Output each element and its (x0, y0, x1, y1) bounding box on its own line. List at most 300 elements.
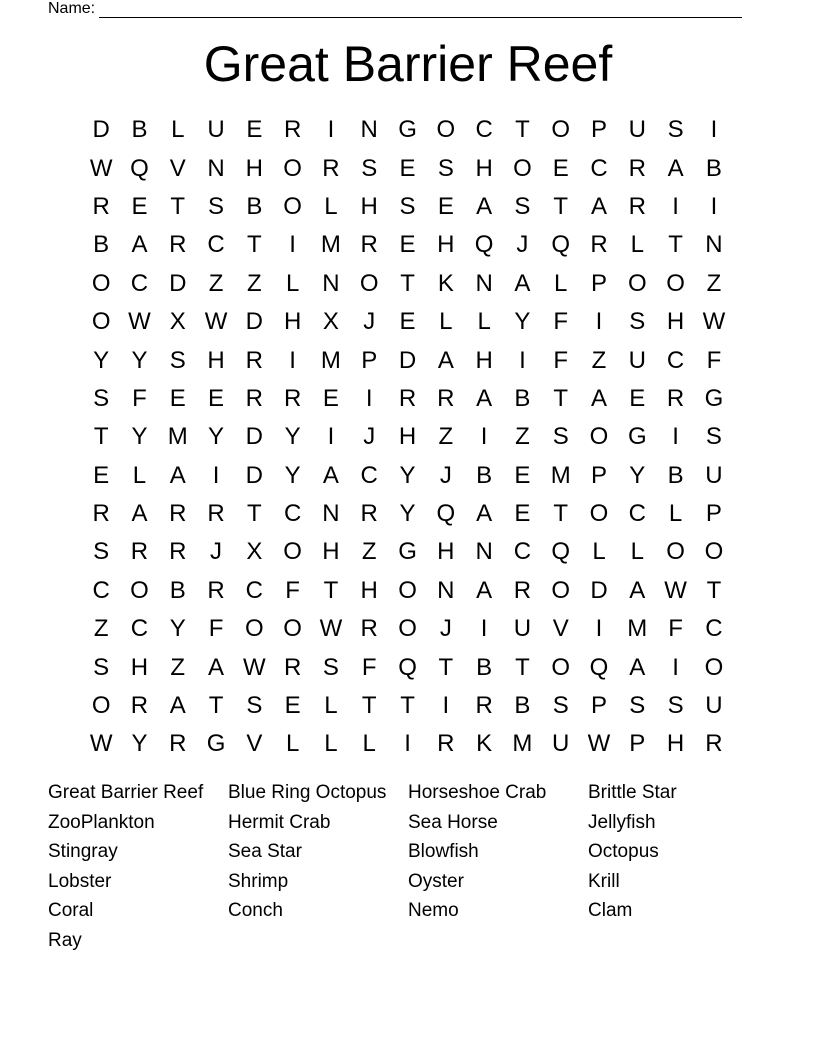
grid-letter: C (130, 269, 149, 297)
grid-letter: B (476, 461, 493, 489)
grid-letter: F (706, 346, 722, 374)
grid-letter: I (595, 615, 603, 643)
grid-letter: H (322, 538, 340, 566)
grid-letter: I (404, 730, 411, 758)
grid-letter: H (475, 154, 493, 182)
word-list-item: Sea Horse (408, 811, 498, 833)
grid-row (82, 648, 733, 686)
grid-letter: T (515, 653, 530, 681)
grid-row (82, 265, 733, 303)
grid-letter: X (246, 538, 263, 566)
grid-letter: O (91, 308, 111, 336)
grid-letter: Z (515, 423, 530, 451)
grid-letter: P (705, 500, 722, 528)
grid-letter: Y (208, 423, 225, 451)
grid-letter: R (169, 730, 187, 758)
grid-letter: G (206, 730, 226, 758)
name-underline (99, 3, 742, 18)
grid-letter: I (212, 461, 220, 489)
grid-letter: H (360, 192, 378, 220)
word-list-item: ZooPlankton (48, 811, 155, 833)
word-list-item: Hermit Crab (228, 811, 331, 833)
grid-letter: I (442, 692, 450, 720)
grid-row (82, 341, 733, 379)
grid-letter: U (628, 346, 646, 374)
grid-letter: T (438, 653, 454, 681)
grid-row (82, 303, 733, 341)
grid-letter: O (589, 423, 609, 451)
grid-row (82, 687, 733, 725)
grid-letter: T (668, 231, 683, 259)
grid-letter: B (667, 461, 684, 489)
grid-letter: W (89, 154, 113, 182)
grid-letter: R (130, 692, 149, 720)
word-list-item: Horseshoe Crab (408, 782, 547, 803)
grid-letter: H (666, 730, 685, 758)
grid-letter: Q (474, 231, 494, 259)
grid-row (82, 149, 733, 187)
grid-letter: E (131, 192, 148, 220)
grid-letter: E (437, 192, 454, 220)
grid-letter: R (437, 384, 455, 412)
grid-letter: C (628, 500, 646, 528)
grid-letter: P (591, 269, 608, 297)
grid-letter: J (363, 423, 376, 451)
grid-letter: E (246, 116, 263, 144)
grid-letter: E (514, 500, 531, 528)
grid-letter: R (322, 154, 340, 182)
grid-letter: L (554, 269, 568, 297)
grid-letter: R (628, 154, 646, 182)
grid-letter: S (322, 653, 339, 681)
grid-letter: S (552, 423, 569, 451)
grid-letter: L (324, 192, 338, 220)
grid-letter: K (476, 730, 493, 758)
letter-grid (82, 111, 733, 764)
grid-letter: S (93, 538, 110, 566)
grid-letter: Q (551, 538, 571, 566)
grid-letter: C (705, 615, 723, 643)
grid-letter: L (324, 730, 338, 758)
grid-letter: C (130, 615, 149, 643)
grid-letter: O (627, 269, 647, 297)
word-list-item: Clam (588, 900, 633, 922)
grid-letter: Y (284, 461, 301, 489)
grid-letter: P (591, 692, 608, 720)
grid-letter: A (208, 653, 225, 681)
grid-letter: E (169, 384, 186, 412)
grid-letter: H (475, 346, 493, 374)
grid-letter: H (283, 308, 302, 336)
grid-letter: O (589, 500, 609, 528)
grid-letter: U (207, 116, 225, 144)
grid-letter: O (666, 269, 685, 297)
grid-letter: E (514, 461, 531, 489)
grid-letter: G (627, 423, 647, 451)
grid-letter: J (210, 538, 223, 566)
grid-letter: O (283, 192, 302, 220)
grid-letter: G (398, 538, 417, 566)
grid-letter: T (247, 500, 262, 528)
grid-row (82, 226, 733, 264)
grid-letter: H (245, 154, 263, 182)
grid-letter: B (476, 653, 493, 681)
grid-letter: N (322, 269, 340, 297)
grid-letter: E (93, 461, 110, 489)
grid-letter: Z (438, 423, 454, 451)
grid-letter: Q (130, 154, 149, 182)
grid-letter: R (169, 231, 187, 259)
grid-letter: S (93, 653, 110, 681)
grid-letter: W (319, 615, 343, 643)
grid-letter: R (92, 192, 110, 220)
grid-letter: H (437, 231, 455, 259)
page-title: Great Barrier Reef (203, 36, 613, 92)
grid-letter: M (320, 346, 341, 374)
grid-letter: O (551, 576, 571, 604)
grid-letter: L (477, 308, 491, 336)
grid-letter: N (207, 154, 225, 182)
word-list-item: Oyster (408, 870, 464, 892)
grid-letter: X (322, 308, 339, 336)
grid-letter: F (208, 615, 224, 643)
grid-letter: N (705, 231, 723, 259)
grid-letter: R (245, 384, 263, 412)
grid-letter: E (322, 384, 339, 412)
grid-letter: E (399, 231, 416, 259)
word-list-item: Conch (228, 900, 283, 922)
grid-letter: F (553, 346, 569, 374)
grid-letter: I (672, 192, 679, 220)
grid-letter: S (208, 192, 225, 220)
grid-letter: Y (399, 500, 416, 528)
grid-letter: A (169, 461, 186, 489)
grid-letter: L (439, 308, 453, 336)
grid-letter: J (363, 308, 376, 336)
grid-letter: S (552, 692, 569, 720)
grid-letter: Q (436, 500, 456, 528)
grid-letter: D (245, 308, 263, 336)
grid-letter: I (365, 384, 373, 412)
grid-letter: W (664, 576, 687, 604)
grid-letter: I (327, 423, 335, 451)
grid-letter: I (480, 615, 488, 643)
grid-letter: E (284, 692, 301, 720)
grid-row (82, 533, 733, 571)
grid-letter: Z (591, 346, 607, 374)
grid-row (82, 495, 733, 533)
grid-letter: K (437, 269, 454, 297)
grid-letter: W (702, 308, 726, 336)
grid-letter: A (667, 154, 684, 182)
grid-letter: C (666, 346, 685, 374)
word-list-item: Stingray (48, 841, 118, 863)
grid-letter: L (362, 730, 376, 758)
word-list-item: Lobster (48, 870, 112, 892)
grid-letter: F (668, 615, 683, 643)
grid-letter: C (513, 538, 532, 566)
grid-letter: Z (247, 269, 262, 297)
grid-letter: C (207, 231, 225, 259)
grid-letter: R (475, 692, 493, 720)
grid-letter: P (591, 116, 608, 144)
grid-letter: D (245, 461, 263, 489)
grid-letter: R (283, 116, 302, 144)
grid-letter: N (360, 116, 378, 144)
grid-letter: O (436, 116, 456, 144)
grid-letter: C (245, 576, 263, 604)
grid-letter: B (131, 116, 148, 144)
grid-row (82, 610, 733, 648)
grid-letter: B (514, 384, 531, 412)
grid-letter: P (629, 730, 646, 758)
grid-letter: S (705, 423, 722, 451)
grid-letter: A (131, 231, 148, 259)
grid-letter: Z (706, 269, 722, 297)
grid-letter: O (359, 269, 379, 297)
grid-letter: G (704, 384, 724, 412)
grid-letter: Y (131, 423, 148, 451)
grid-letter: S (361, 154, 378, 182)
grid-letter: A (476, 500, 493, 528)
grid-letter: T (553, 384, 569, 412)
grid-letter: S (246, 692, 263, 720)
grid-letter: W (587, 730, 611, 758)
grid-letter: T (247, 231, 262, 259)
grid-letter: L (285, 730, 300, 758)
grid-letter: O (551, 653, 571, 681)
word-list (48, 778, 768, 956)
grid-letter: R (283, 384, 302, 412)
grid-letter: A (629, 576, 646, 604)
grid-letter: O (666, 538, 685, 566)
grid-letter: A (476, 192, 493, 220)
grid-letter: T (361, 692, 377, 720)
grid-letter: T (323, 576, 339, 604)
grid-letter: C (360, 461, 378, 489)
grid-letter: J (516, 231, 529, 259)
grid-letter: E (399, 154, 416, 182)
grid-letter: Y (629, 461, 646, 489)
grid-letter: O (704, 538, 724, 566)
grid-letter: Y (131, 346, 148, 374)
grid-letter: B (93, 231, 110, 259)
grid-letter: H (398, 423, 417, 451)
grid-letter: H (437, 538, 455, 566)
grid-letter: V (169, 154, 186, 182)
grid-letter: P (591, 461, 608, 489)
grid-letter: W (204, 308, 228, 336)
grid-letter: I (595, 308, 603, 336)
grid-letter: R (130, 538, 149, 566)
grid-letter: Z (208, 269, 224, 297)
word-list-item: Nemo (408, 900, 459, 922)
grid-letter: R (513, 576, 532, 604)
grid-letter: T (93, 423, 109, 451)
grid-letter: M (512, 730, 533, 758)
grid-letter: E (208, 384, 225, 412)
grid-letter: Y (93, 346, 110, 374)
grid-letter: R (245, 346, 263, 374)
grid-letter: S (169, 346, 186, 374)
grid-letter: D (92, 116, 110, 144)
grid-letter: R (590, 231, 608, 259)
grid-letter: I (327, 116, 335, 144)
word-list-item: Blowfish (408, 841, 479, 863)
grid-row (82, 418, 733, 456)
word-list-item: Brittle Star (588, 782, 677, 803)
grid-letter: R (207, 576, 225, 604)
grid-letter: N (437, 576, 455, 604)
grid-letter: H (130, 653, 149, 681)
grid-letter: Y (399, 461, 416, 489)
grid-letter: R (360, 615, 378, 643)
grid-letter: S (629, 692, 646, 720)
grid-letter: A (322, 461, 339, 489)
grid-letter: T (553, 192, 569, 220)
grid-letter: R (437, 730, 455, 758)
grid-letter: Q (589, 653, 609, 681)
grid-letter: Q (551, 231, 571, 259)
grid-letter: U (705, 461, 723, 489)
grid-letter: O (283, 154, 302, 182)
grid-letter: Z (361, 538, 377, 566)
grid-letter: J (439, 615, 452, 643)
grid-letter: Z (93, 615, 109, 643)
grid-letter: B (514, 692, 531, 720)
grid-letter: R (360, 500, 378, 528)
grid-letter: I (519, 346, 526, 374)
grid-letter: D (245, 423, 263, 451)
grid-letter: Y (169, 615, 186, 643)
grid-letter: L (171, 116, 185, 144)
grid-letter: B (246, 192, 263, 220)
grid-letter: P (361, 346, 378, 374)
grid-letter: U (705, 692, 723, 720)
grid-letter: T (400, 692, 415, 720)
grid-letter: U (552, 730, 570, 758)
grid-letter: V (552, 615, 569, 643)
grid-letter: O (551, 116, 571, 144)
grid-letter: G (398, 116, 417, 144)
grid-letter: H (666, 308, 685, 336)
grid-letter: R (92, 500, 110, 528)
grid-letter: A (437, 346, 454, 374)
grid-letter: N (475, 269, 493, 297)
grid-letter: O (130, 576, 149, 604)
grid-letter: R (283, 653, 302, 681)
grid-letter: T (170, 192, 186, 220)
grid-letter: R (398, 384, 417, 412)
grid-letter: R (207, 500, 225, 528)
name-line (48, 0, 742, 18)
grid-letter: O (91, 269, 111, 297)
grid-letter: W (128, 308, 151, 336)
word-list-item: Great Barrier Reef (48, 782, 204, 803)
grid-letter: H (207, 346, 225, 374)
grid-letter: F (553, 308, 569, 336)
grid-letter: L (668, 500, 683, 528)
grid-letter: A (591, 192, 608, 220)
grid-letter: E (629, 384, 646, 412)
grid-letter: M (550, 461, 571, 489)
grid-letter: E (552, 154, 569, 182)
grid-letter: T (706, 576, 722, 604)
grid-letter: R (705, 730, 723, 758)
grid-letter: A (476, 576, 493, 604)
grid-letter: L (324, 692, 338, 720)
grid-letter: S (514, 192, 531, 220)
grid-letter: A (476, 384, 493, 412)
grid-letter: M (167, 423, 188, 451)
grid-letter: D (169, 269, 187, 297)
grid-letter: C (283, 500, 302, 528)
grid-letter: A (131, 500, 148, 528)
grid-letter: F (132, 384, 147, 412)
grid-letter: M (627, 615, 648, 643)
grid-letter: C (475, 116, 493, 144)
grid-letter: I (672, 423, 679, 451)
grid-letter: R (628, 192, 646, 220)
word-list-item: Jellyfish (588, 811, 656, 833)
grid-letter: S (399, 192, 416, 220)
grid-letter: U (628, 116, 646, 144)
grid-letter: O (283, 538, 302, 566)
grid-letter: O (398, 576, 417, 604)
grid-letter: A (629, 653, 646, 681)
grid-letter: S (629, 308, 646, 336)
grid-letter: L (592, 538, 606, 566)
grid-row (82, 457, 733, 495)
grid-letter: F (361, 653, 377, 681)
word-list-item: Sea Star (228, 841, 302, 863)
grid-letter: O (91, 692, 111, 720)
grid-letter: I (480, 423, 488, 451)
grid-letter: R (360, 231, 378, 259)
grid-letter: T (515, 116, 530, 144)
grid-letter: T (400, 269, 415, 297)
grid-letter: M (320, 231, 341, 259)
grid-letter: R (666, 384, 685, 412)
grid-letter: J (439, 461, 452, 489)
grid-letter: T (553, 500, 569, 528)
grid-row (82, 572, 733, 610)
grid-letter: S (667, 692, 684, 720)
grid-row (82, 188, 733, 226)
grid-letter: T (208, 692, 224, 720)
word-list-item: Krill (588, 870, 620, 892)
word-list-item: Blue Ring Octopus (228, 782, 387, 803)
grid-letter: A (514, 269, 531, 297)
word-list-item: Coral (48, 900, 94, 922)
grid-letter: W (243, 653, 266, 681)
grid-letter: C (92, 576, 110, 604)
grid-letter: Q (398, 653, 417, 681)
grid-letter: N (475, 538, 493, 566)
name-label: Name: (48, 0, 96, 17)
grid-letter: O (398, 615, 417, 643)
grid-letter: W (89, 730, 113, 758)
grid-letter: A (169, 692, 186, 720)
grid-letter: N (322, 500, 340, 528)
grid-row (82, 380, 733, 418)
word-list-item: Shrimp (228, 870, 289, 892)
grid-letter: O (283, 615, 302, 643)
grid-letter: A (591, 384, 608, 412)
grid-letter: C (590, 154, 608, 182)
grid-letter: B (169, 576, 186, 604)
grid-letter: I (289, 231, 296, 259)
